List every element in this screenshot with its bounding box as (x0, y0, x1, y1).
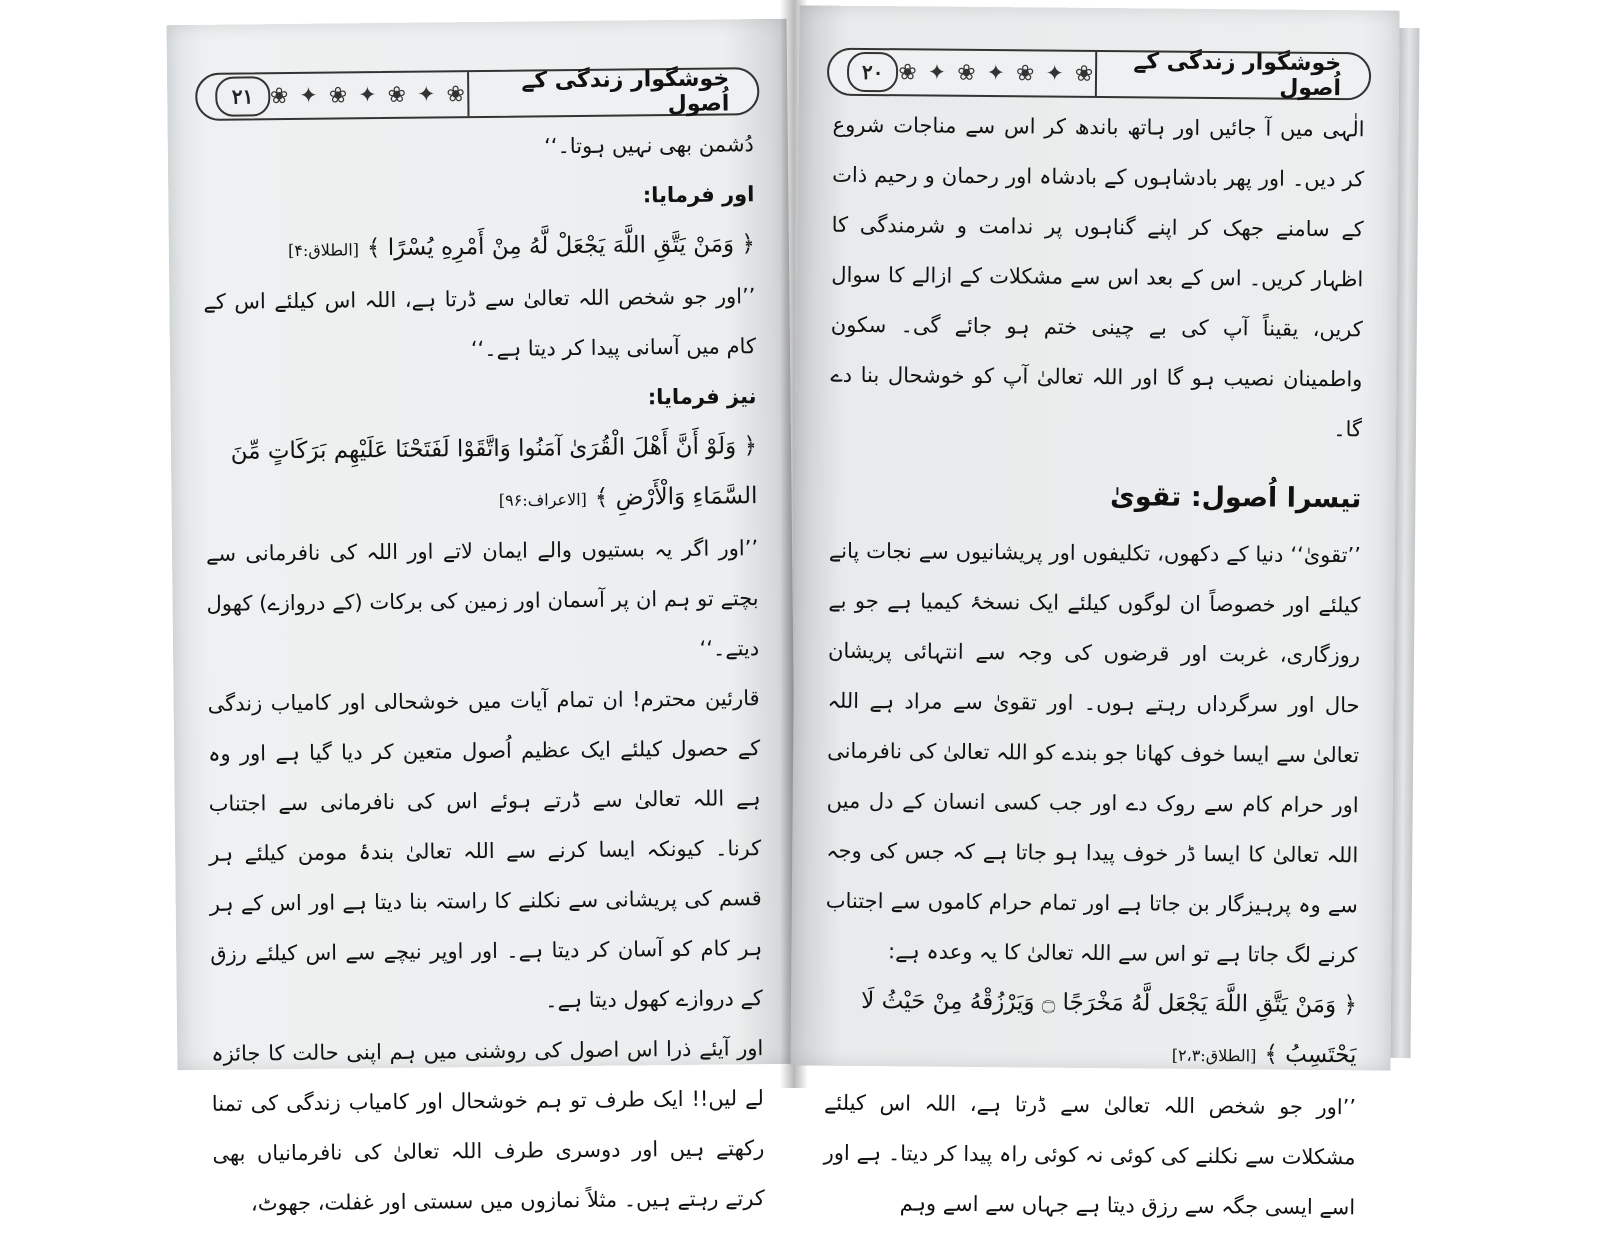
translation-paragraph: ’’اور اگر یہ بستیوں والے ایمان لاتے اور اللہ کی نافرمانی سے بچتے تو ہم ان پر آسمان اور زمین کی برکات (کے دروازے) کھول دیتے۔‘‘ (205, 536, 760, 661)
running-title: خوشگوار زندگی کے اُصول (467, 69, 740, 116)
body-paragraph: اور آیئے ذرا اس اصول کی روشنی میں ہم اپنی حالت کا جائزہ لے لیں!! ایک طرف تو ہم خوشحال اور کامیاب زندگی کی تمنا رکھتے ہیں اور دوسری طرف اللہ تعالیٰ کی نافرمانیاں بھی کرتے رہتے ہیں۔ مثلاً نمازوں میں سستی اور غفلت، جھوٹ، (211, 1036, 765, 1216)
left-page-number: ۲۱ (215, 76, 270, 117)
open-book (150, 0, 1435, 1220)
translation-paragraph: ’’اور جو شخص اللہ تعالیٰ سے ڈرتا ہے، اللہ اس کیلئے مشکلات سے نکلنے کی کوئی نہ کوئی راہ پیدا کر دیتا۔ ہے اور اسے ایسی جگہ سے رزق دیتا ہے جہاں سے اسے وہم (823, 1090, 1357, 1220)
right-page-header (827, 48, 1371, 101)
body-paragraph: الٰہی میں آ جائیں اور ہاتھ باندھ کر اس سے مناجات شروع کر دیں۔ اور پھر بادشاہوں کے بادشاہ اور رحمان و رحیم ذات کے سامنے جھک کر اپنے گناہوں پر ندامت و شرمندگی کا اظہار کریں۔ اس کے بعد اس سے مشکلات کے ازالے کا سوال کریں، یقیناً آپ کی بے چینی ختم ہو جائے گی۔ سکون واطمینان نصیب ہو گا اور اللہ تعالیٰ آپ کو خوشحال بنا دے گا۔ (830, 112, 1365, 442)
verse-reference: [الطلاق:۲،۳] (1171, 1045, 1257, 1066)
quran-verse (824, 976, 1357, 1083)
verse-reference: [الاعراف:۹۶] (498, 489, 587, 510)
left-page (167, 19, 798, 1216)
right-page-text (789, 95, 1399, 1232)
body-paragraph: ’’تقویٰ‘‘ دنیا کے دکھوں، تکلیفوں اور پریشانیوں سے نجات پانے کیلئے اور خصوصاً ان لوگوں کیلئے ایک نسخۂ کیمیا ہے جو بے روزگاری، غربت اور قرضوں کی وجہ سے انتہائی پریشان حال اور سرگرداں رہتے ہوں۔ اور تقویٰ سے مراد ہے اللہ تعالیٰ سے ایسا خوف کھانا جو بندے کو اللہ تعالیٰ کی نافرمانی اور حرام کام سے روک دے اور جب کسی انسان کے دل میں اللہ تعالیٰ کا ایسا ڈر خوف پیدا ہو جاتا ہے کہ جس کی وجہ سے وہ پرہیزگار بن جاتا ہے اور تمام حرام کاموں سے اجتناب کرنے لگ جاتا ہے تو اس سے اللہ تعالیٰ کا یہ وعدہ ہے: (825, 538, 1361, 968)
verse-reference: [الطلاق:۴] (287, 240, 360, 261)
verse-text: ﴿ وَلَوْ أَنَّ أَهْلَ الْقُرَىٰ آمَنُوا وَاتَّقَوْا لَفَتَحْنَا عَلَيْهِم بَرَكَاتٍ مِّنَ السَّمَاءِ وَالْأَرْضِ ﴾ (230, 433, 758, 511)
section-heading: تیسرا اُصول: تقویٰ (1109, 481, 1362, 515)
left-page-header (195, 67, 759, 121)
text-line: دُشمن بھی نہیں ہوتا۔‘‘ (544, 132, 754, 159)
text-line: اور فرمایا: (642, 182, 755, 208)
right-page (790, 5, 1399, 1220)
header-ornament: ❀ ✦ ❀ ✦ ❀ ✦ ❀ (269, 81, 468, 109)
verse-text: ﴿ وَمَنْ يَتَّقِ اللَّهَ يَجْعَلْ لَّهُ مِنْ أَمْرِهِ يُسْرًا ﴾ (366, 231, 756, 262)
running-title: خوشگوار زندگی کے اُصول (1095, 52, 1351, 98)
text-line: نیز فرمایا: (647, 384, 757, 410)
right-page-number: ۲۰ (847, 52, 899, 92)
left-page-text (168, 115, 800, 1229)
header-ornament: ❀ ✦ ❀ ✦ ❀ ✦ ❀ (898, 59, 1096, 87)
body-paragraph: قارئین محترم! ان تمام آیات میں خوشحالی اور کامیاب زندگی کے حصول کیلئے ایک عظیم اُصول متعین کر دیا گیا ہے اور وہ ہے اللہ تعالیٰ سے ڈرتے ہوئے اس کی نافرمانی سے اجتناب کرنا۔ کیونکہ ایسا کرنے سے اللہ تعالیٰ بندۂ مومن کیلئے ہر قسم کی پریشانی سے نکلنے کا راستہ بنا دیتا ہے اور اس کے ہر ہر کام کو آسان کر دیتا ہے۔ اور اوپر نیچے سے اس کیلئے رزق کے دروازے کھول دیتا ہے۔ (207, 686, 763, 1013)
translation-paragraph: ’’اور جو شخص اللہ تعالیٰ سے ڈرتا ہے، اللہ اس کیلئے اس کے کام میں آسانی پیدا کر دیتا ہے۔‘‘ (203, 284, 757, 362)
quran-verse (203, 219, 756, 277)
quran-verse (205, 421, 758, 529)
verse-text: ﴿ وَمَنْ يَتَّقِ اللَّهَ يَجْعَل لَّهُ مَخْرَجًا ۝ وَيَرْزُقْهُ مِنْ حَيْثُ لَا يَحْتَسِبُ ﴾ (861, 987, 1358, 1069)
